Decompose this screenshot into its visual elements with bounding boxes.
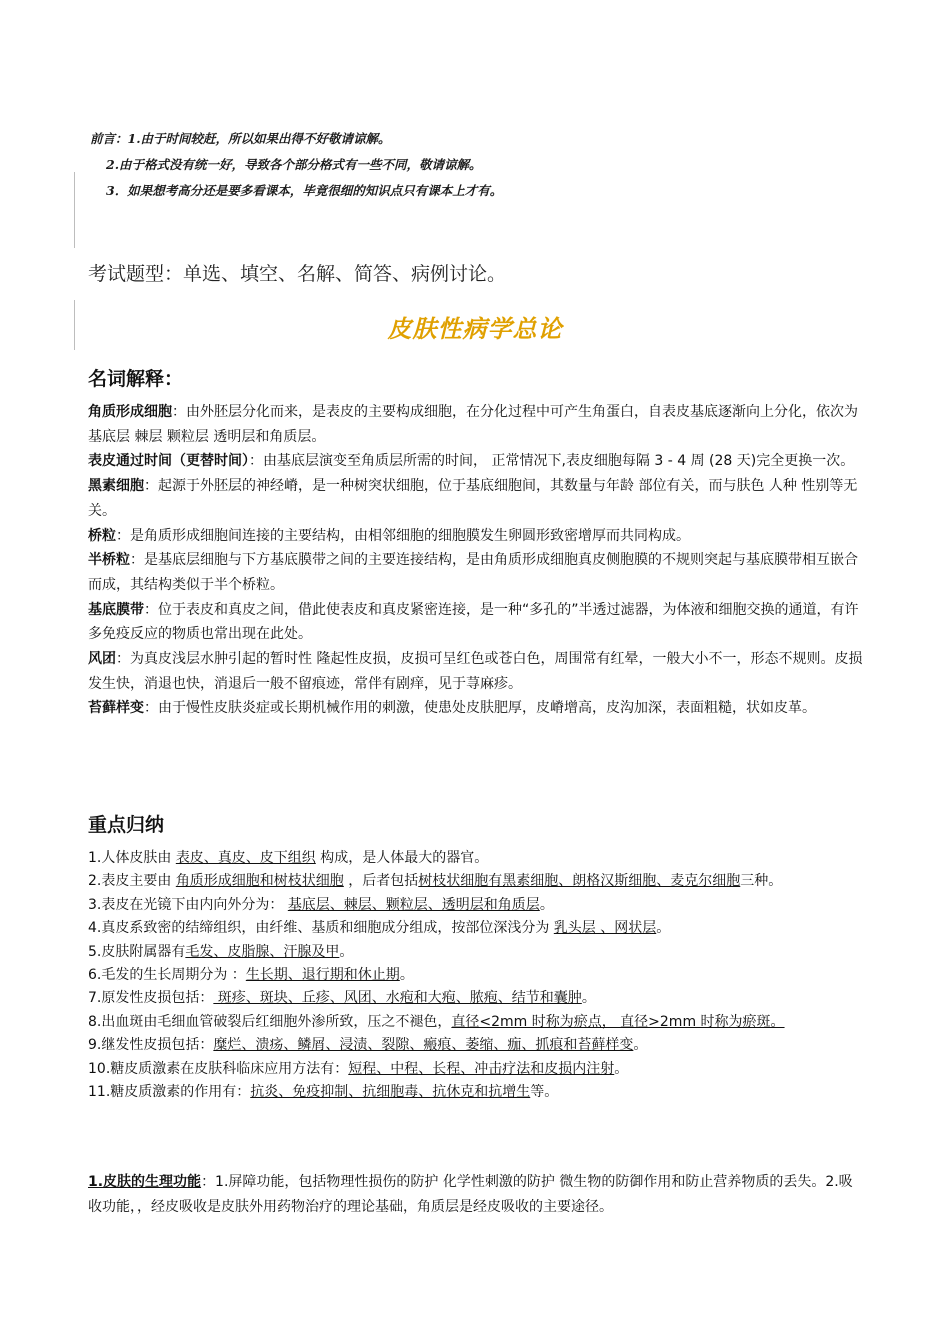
glossary-item: [88, 548, 866, 597]
key-point-text: 。: [399, 967, 414, 984]
preface-line-2: 2.由于格式没有统一好，导致各个部分格式有一些不同，敬请谅解。: [106, 157, 482, 172]
key-point-answer: 树枝状细胞有黑素细胞、朗格汉斯细胞、麦克尔细胞: [418, 873, 741, 890]
key-point: [88, 1034, 866, 1057]
glossary-item: [88, 449, 866, 474]
key-point-text: 9.继发性皮损包括：: [88, 1037, 214, 1054]
key-point-text: 三种。: [740, 873, 783, 890]
glossary-definition: 由基底层演变至角质层所需的时间， 正常情况下,表皮细胞每隔 3 - 4 周 (28 天)完全更换一次。: [263, 453, 855, 470]
key-point: [88, 870, 866, 893]
key-point: [88, 894, 866, 917]
physiology-section: [88, 1170, 866, 1219]
key-point: [88, 1081, 866, 1104]
glossary-sep: ：: [144, 700, 158, 717]
margin-line: [74, 172, 75, 248]
key-point-text: 。: [614, 1060, 629, 1077]
key-point-text: 10.糖皮质激素在皮肤科临床应用方法有：: [88, 1060, 349, 1077]
key-point-text: 。: [656, 920, 671, 937]
preface: [90, 126, 502, 204]
glossary-definition: 由外胚层分化而来，是表皮的主要构成细胞，在分化过程中可产生角蛋白，自表皮基底逐渐向上分化，依次为基底层 棘层 颗粒层 透明层和角质层。: [88, 404, 858, 445]
glossary-sep: ：: [130, 552, 144, 569]
key-point-answer: 乳头层 、网状层: [553, 920, 657, 937]
glossary-item: [88, 524, 866, 549]
key-point-text: 6.毛发的生长周期分为 ：: [88, 967, 246, 984]
key-point-text: 。: [339, 943, 354, 960]
glossary-item: [88, 647, 866, 696]
physiology-title: 1.皮肤的生理功能: [88, 1174, 202, 1190]
key-point-answer: 角质形成细胞和树枝状细胞: [175, 873, 344, 890]
glossary-term: 半桥粒: [88, 552, 130, 569]
glossary-list: [88, 400, 866, 721]
key-point-answer: 短程、中程、长程、冲击疗法和皮损内注射: [348, 1060, 615, 1077]
key-points-list: [88, 847, 866, 1104]
glossary-term: 桥粒: [88, 527, 116, 544]
glossary-definition: 是角质形成细胞间连接的主要结构，由相邻细胞的细胞膜发生卵圆形致密增厚而共同构成。: [130, 527, 690, 544]
glossary-term: 表皮通过时间（更替时间）: [88, 453, 249, 470]
key-point-text: 5.皮肤附属器有: [88, 943, 186, 960]
key-point-text: 。: [539, 896, 554, 913]
key-point: [88, 847, 866, 870]
glossary-item: [88, 474, 866, 523]
key-points-heading: 重点归纳: [88, 814, 165, 836]
key-point-answer: 斑疹、斑块、丘疹、风团、水疱和大疱、脓疱、结节和囊肿: [213, 990, 582, 1007]
glossary-term: 基底膜带: [88, 601, 144, 618]
glossary-heading: 名词解释：: [88, 368, 184, 390]
key-point-text: 1.人体皮肤由: [88, 850, 176, 866]
glossary-item: [88, 696, 866, 721]
key-point-text: 。: [633, 1037, 648, 1054]
glossary-term: 苔藓样变: [88, 700, 144, 717]
key-point-text: 2.表皮主要由: [88, 873, 176, 890]
key-point-text: 3.表皮在光镜下由内向外分为：: [88, 896, 288, 913]
glossary-definition: 起源于外胚层的神经嵴，是一种树突状细胞，位于基底细胞间，其数量与年龄 部位有关，而与肤色 人种 性别等无关。: [88, 478, 858, 519]
key-point-answer: 直径<2mm 时称为瘀点， 直径>2mm 时称为瘀斑。: [451, 1013, 785, 1030]
page-title: 皮肤性病学总论: [387, 314, 563, 343]
key-point-text: 等。: [530, 1084, 559, 1101]
glossary-definition: 由于慢性皮肤炎症或长期机械作用的刺激，使患处皮肤肥厚，皮嵴增高，皮沟加深，表面粗糙，状如皮革。: [158, 700, 816, 717]
glossary-item: [88, 400, 866, 449]
key-point: [88, 1058, 866, 1081]
key-point-text: ，后者包括: [343, 873, 419, 890]
glossary-item: [88, 598, 866, 647]
exam-types: 考试题型：单选、填空、名解、简答、病例讨论。: [88, 263, 507, 285]
preface-line-1: 前言：1.由于时间较赶，所以如果出得不好敬请谅解。: [90, 131, 391, 146]
key-point-answer: 基底层、棘层、颗粒层、透明层和角质层: [287, 896, 540, 913]
key-point: [88, 941, 866, 964]
preface-line-3: 3．如果想考高分还是要多看课本，毕竟很细的知识点只有课本上才有。: [106, 183, 503, 198]
glossary-term: 角质形成细胞: [88, 404, 172, 420]
key-point: [88, 987, 866, 1010]
key-point-answer: 毛发、皮脂腺、汗腺及甲: [185, 943, 340, 960]
physiology-paragraph: [88, 1170, 866, 1219]
key-point: [88, 1011, 866, 1034]
glossary-sep: ：: [116, 527, 130, 544]
key-point-text: 11.糖皮质激素的作用有：: [88, 1084, 251, 1101]
glossary-definition: 是基底层细胞与下方基底膜带之间的主要连接结构，是由角质形成细胞真皮侧胞膜的不规则突起与基底膜带相互嵌合而成，其结构类似于半个桥粒。: [88, 552, 858, 593]
glossary-sep: ：: [144, 601, 158, 618]
key-point: [88, 964, 866, 987]
key-point-answer: 生长期、退行期和休止期: [245, 967, 400, 984]
key-point-text: 4.真皮系致密的结缔组织，由纤维、基质和细胞成分组成，按部位深浅分为: [88, 920, 554, 937]
key-point-text: 7.原发性皮损包括：: [88, 990, 214, 1007]
physiology-text: ：1.屏障功能，包括物理性损伤的防护 化学性刺激的防护 微生物的防御作用和防止营养物质的丢失。2.吸收功能，，经皮吸收是皮肤外用药物治疗的理论基础，角质层是经皮吸收的主要途径。: [88, 1174, 853, 1215]
glossary-sep: ：: [144, 478, 158, 495]
key-point: [88, 917, 866, 940]
glossary-term: 风团: [88, 651, 116, 668]
key-point-answer: 抗炎、免疫抑制、抗细胞毒、抗休克和抗增生: [250, 1084, 531, 1101]
key-point-text: 构成，是人体最大的器官。: [315, 850, 489, 866]
glossary-sep: ：: [172, 404, 186, 420]
key-point-text: 。: [581, 990, 596, 1007]
key-point-text: 8.出血斑由毛细血管破裂后红细胞外渗所致，压之不褪色，: [88, 1013, 452, 1030]
glossary-definition: 位于表皮和真皮之间，借此使表皮和真皮紧密连接，是一种“多孔的”半透过滤器，为体液和细胞交换的通道，有许多免疫反应的物质也常出现在此处。: [88, 601, 859, 643]
glossary-definition: 为真皮浅层水肿引起的暂时性 隆起性皮损，皮损可呈红色或苍白色，周围常有红晕，一般大小不一，形态不规则。皮损发生快，消退也快，消退后一般不留痕迹，常伴有剧痒，见于荨麻疹。: [88, 651, 863, 692]
glossary-term: 黑素细胞: [88, 478, 144, 495]
key-point-answer: 糜烂、溃疡、鳞屑、浸渍、裂隙、瘢痕、萎缩、痂、抓痕和苔藓样变: [213, 1037, 634, 1054]
glossary-sep: ：: [116, 651, 130, 668]
key-point-answer: 表皮、真皮、皮下组织: [175, 850, 316, 866]
glossary-sep: ：: [249, 453, 263, 470]
